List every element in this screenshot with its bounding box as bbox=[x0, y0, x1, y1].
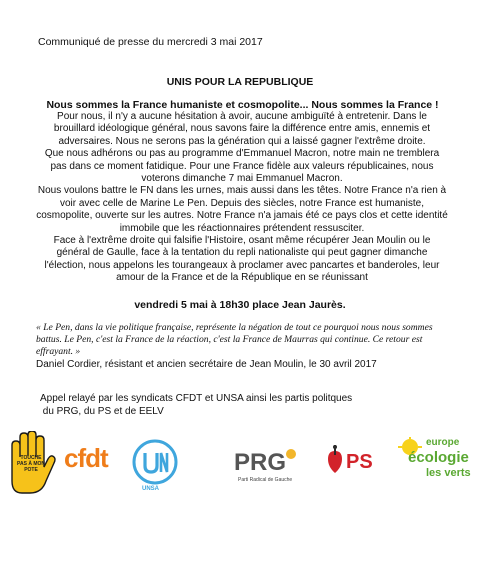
unsa-wordmark: UNSA bbox=[142, 486, 160, 492]
paragraph-1: Pour nous, il n'y a aucune hésitation à avoir, aucune ambiguïté à entretenir. Dans le brouillard idéologique général, nous savons faire la différence entre amis, ennemis et adversaires. Nous ne serons pas la génération qui a laissé gagner l'extrême droite. bbox=[53, 111, 431, 147]
ps-logo bbox=[324, 445, 373, 475]
prg-wordmark: PRG bbox=[234, 449, 287, 476]
appeal-text bbox=[40, 393, 420, 418]
press-release-date: Communiqué de presse du mercredi 3 mai 2017 bbox=[38, 36, 263, 48]
paragraph-2: Que nous adhérons ou pas au programme d'Emmanuel Macron, notre main ne tremblera pas dans ce moment fatidique. Pour une France fidèle aux valeurs républicaines, nous voterons dimanche 7 mai Emmanuel Macron. bbox=[44, 148, 440, 185]
sos-racisme-hand-logo bbox=[4, 431, 56, 495]
hand-slogan: TOUCHE PAS À MON POTE bbox=[17, 455, 45, 473]
body-text bbox=[36, 111, 448, 285]
appeal-line-2: du PRG, du PS et de EELV bbox=[40, 405, 164, 417]
prg-logo bbox=[234, 449, 293, 483]
lead-statement: Nous sommes la France humaniste et cosmopolite... Nous sommes la France ! bbox=[46, 99, 439, 111]
eelv-line-2: écologie bbox=[408, 449, 469, 466]
unsa-logo bbox=[132, 439, 178, 492]
event-announcement: vendredi 5 mai à 18h30 place Jean Jaurès. bbox=[134, 299, 346, 311]
paragraph-3: Nous voulons battre le FN dans les urnes, mais aussi dans les têtes. Notre France n'a rien à voir avec celle de Marine Le Pen. Depuis des siècles, notre France est humaniste, cosmopolite, ouverte sur les autres. Notre France n'a jamais été ce pays clos et cette identité immobile que les réactionnaires prétendent ressusciter. bbox=[36, 185, 448, 234]
quote-attribution: Daniel Cordier, résistant et ancien secrétaire de Jean Moulin, le 30 avril 2017 bbox=[36, 359, 377, 370]
press-release-title: UNIS POUR LA REPUBLIQUE bbox=[166, 76, 314, 88]
prg-subtitle: Parti Radical de Gauche bbox=[238, 477, 293, 483]
quote-text: « Le Pen, dans la vie politique française, représente la négation de tout ce pourquoi nous nous sommes battus. Le Pen, c'est la France de la réaction, c'est la France de Maurras qui continue. Ce retour est effrayant. » bbox=[36, 322, 433, 357]
cfdt-logo bbox=[64, 443, 108, 474]
prg-sun-icon bbox=[286, 449, 296, 459]
eelv-line-3: les verts bbox=[426, 467, 471, 479]
cfdt-wordmark: cfdt bbox=[64, 443, 108, 473]
ps-wordmark: PS bbox=[346, 451, 373, 473]
logos-row bbox=[0, 425, 480, 505]
appeal-line-1: Appel relayé par les syndicats CFDT et UNSA ainsi les partis politques bbox=[40, 393, 353, 404]
eelv-line-1: europe bbox=[426, 437, 460, 448]
paragraph-4: Face à l'extrême droite qui falsifie l'Histoire, osant même récupérer Jean Moulin ou le général de Gaulle, face à la tentation du repli nationaliste qui peut gagner dimanche l'élection, nous appelons les tourangeaux à proclamer avec pancartes et banderoles, leur amour de la France et de la République en se réunissant bbox=[44, 235, 440, 284]
